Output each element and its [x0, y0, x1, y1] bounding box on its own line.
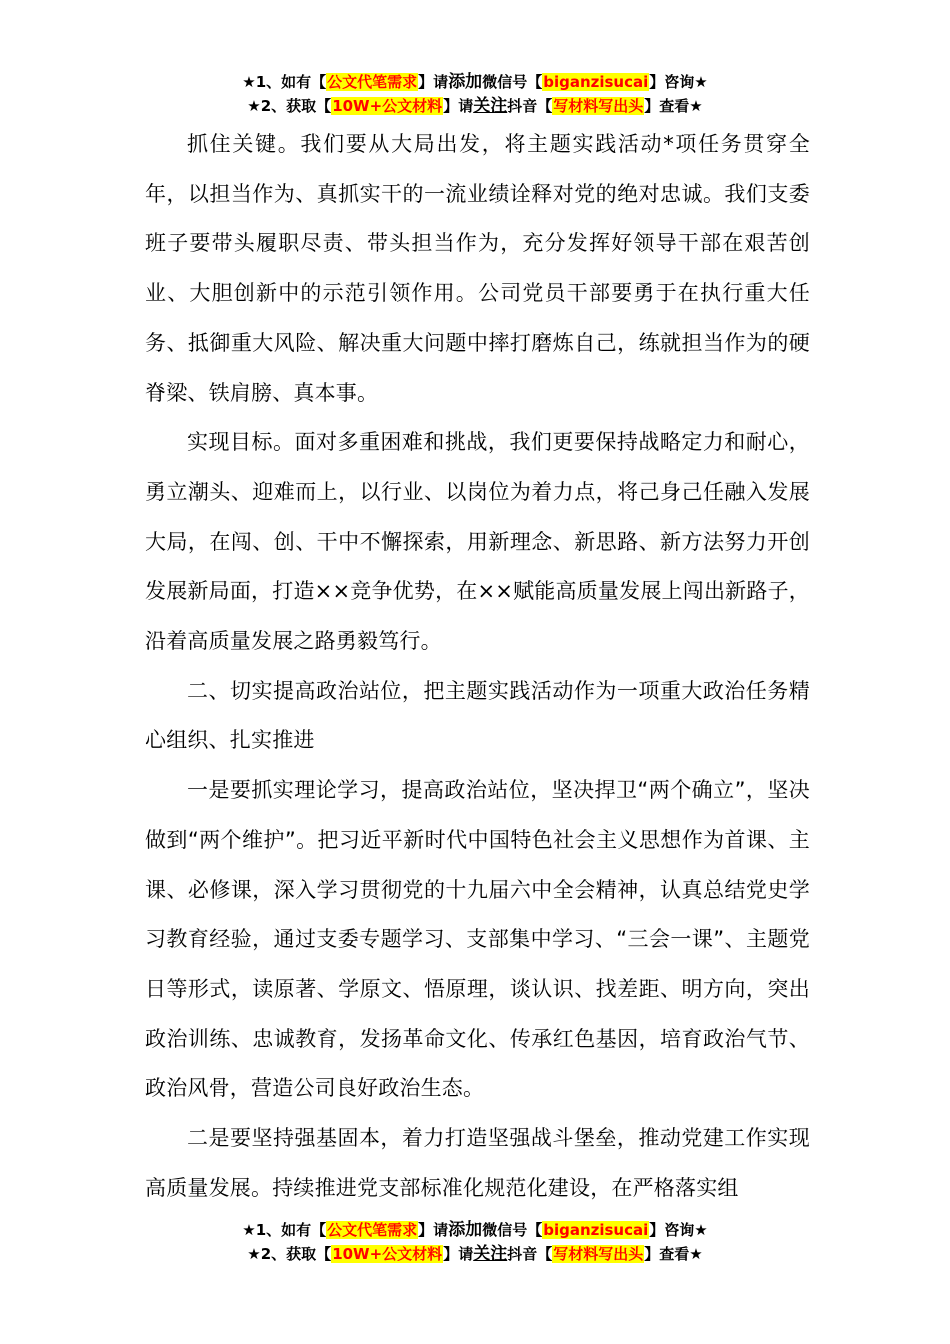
banner-text: 抖音【 — [507, 97, 553, 115]
banner-highlight: 公文代笔需求 — [327, 73, 418, 91]
banner-emphasis: 关注 — [473, 1244, 508, 1264]
banner-text: 抖音【 — [507, 1245, 553, 1263]
banner-text: 】咨询★ — [649, 1221, 708, 1239]
banner-emphasis: 关注 — [473, 96, 508, 116]
banner-text: ★2、获取【 — [247, 97, 332, 115]
banner-text: 】请 — [443, 1245, 474, 1263]
banner-line-2 — [0, 1242, 950, 1266]
footer-banner — [0, 1218, 950, 1266]
banner-line-1 — [0, 1218, 950, 1242]
banner-text: 】查看★ — [644, 1245, 703, 1263]
banner-text: ★1、如有【 — [242, 73, 327, 91]
paragraph: 抓住关键。我们要从大局出发，将主题实践活动*项任务贯穿全年，以担当作为、真抓实干的一流业绩诠释对党的绝对忠诚。我们支委班子要带头履职尽责、带头担当作为，充分发挥好领导干部在艰苦创业、大胆创新中的示范引领作用。公司党员干部要勇于在执行重大任务、抵御重大风险、解决重大问题中摔打磨炼自己，练就担当作为的硬脊梁、铁肩膀、真本事。 — [145, 132, 810, 405]
banner-text: 】请 — [418, 1221, 449, 1239]
banner-highlight: 写材料写出头 — [553, 1245, 644, 1263]
header-banner — [0, 70, 950, 118]
banner-text: ★2、获取【 — [247, 1245, 332, 1263]
paragraph: 一是要抓实理论学习，提高政治站位，坚决捍卫“两个确立”，坚决做到“两个维护”。把习近平新时代中国特色社会主义思想作为首课、主课、必修课，深入学习贯彻党的十九届六中全会精神，认真总结党史学习教育经验，通过支委专题学习、支部集中学习、“三会一课”、主题党日等形式，读原著、学原文、悟原理，谈认识、找差距、明方向，突出政治训练、忠诚教育，发扬革命文化、传承红色基因，培育政治气节、政治风骨，营造公司良好政治生态。 — [145, 778, 810, 1101]
banner-highlight: 10W+公文材料 — [332, 97, 443, 115]
document-body — [145, 120, 810, 1213]
banner-line-1 — [0, 70, 950, 94]
section-heading: 二、切实提高政治站位，把主题实践活动作为一项重大政治任务精心组织、扎实推进 — [145, 678, 810, 753]
banner-highlight: biganzisucai — [543, 73, 649, 91]
banner-text: 】查看★ — [644, 97, 703, 115]
banner-emphasis: 添加 — [448, 72, 483, 92]
banner-highlight: 10W+公文材料 — [332, 1245, 443, 1263]
banner-text: 】请 — [443, 97, 474, 115]
banner-line-2 — [0, 94, 950, 118]
banner-text: 】请 — [418, 73, 449, 91]
banner-text: ★1、如有【 — [242, 1221, 327, 1239]
banner-text: 】咨询★ — [649, 73, 708, 91]
banner-text: 微信号【 — [482, 73, 543, 91]
paragraph: 二是要坚持强基固本，着力打造坚强战斗堡垒，推动党建工作实现高质量发展。持续推进党支部标准化规范化建设，在严格落实组 — [145, 1126, 810, 1200]
banner-highlight: 写材料写出头 — [553, 97, 644, 115]
banner-highlight: biganzisucai — [543, 1221, 649, 1239]
banner-emphasis: 添加 — [448, 1220, 483, 1240]
banner-highlight: 公文代笔需求 — [327, 1221, 418, 1239]
paragraph: 实现目标。面对多重困难和挑战，我们更要保持战略定力和耐心，勇立潮头、迎难而上，以行业、以岗位为着力点，将己身己任融入发展大局，在闯、创、干中不懈探索，用新理念、新思路、新方法努力开创发展新局面，打造××竞争优势，在××赋能高质量发展上闯出新路子，沿着高质量发展之路勇毅笃行。 — [145, 430, 810, 654]
banner-text: 微信号【 — [482, 1221, 543, 1239]
